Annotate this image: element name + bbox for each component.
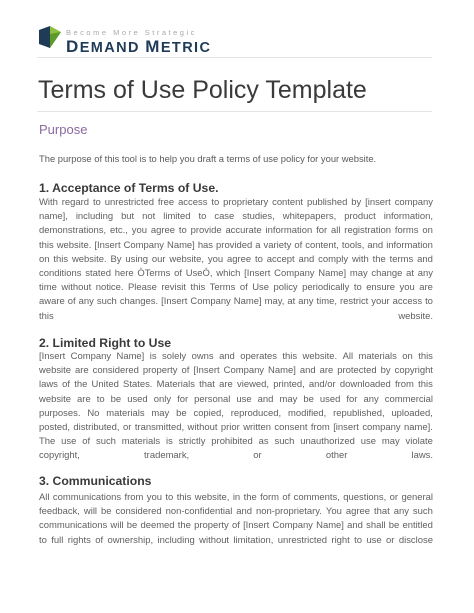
paragraph-line: copyright, trademark, or other laws.	[39, 450, 433, 462]
brand-emand: EMAND	[79, 40, 140, 56]
paragraph-line: website are considered property of [Insert Company Name] and are protected by copyright	[39, 365, 433, 377]
paragraph-line: this website.	[39, 310, 433, 322]
paragraph-line: With regard to unrestricted free access to proprietary content published by [insert company	[39, 197, 433, 208]
paragraph-line: communications will be deemed the property of [Insert Company Name] and shall be entitled	[39, 520, 433, 532]
paragraph-line: All communications from you to this website, in the form of comments, questions, or general	[39, 492, 433, 503]
paragraph-line: aware of any such changes. [Insert Company Name] may, at any time, restrict your access to	[39, 296, 433, 308]
paragraph-line: laws of the United States. Materials that are viewed, printed, and/or downloaded from this	[39, 379, 433, 391]
page-subtitle: Purpose	[39, 122, 88, 137]
intro-paragraph: The purpose of this tool is to help you draft a terms of use policy for your website.	[39, 153, 377, 164]
paragraph-line: posted, distributed, or transmitted, without prior written consent from [insert company name].	[39, 422, 433, 434]
logo-brand	[66, 37, 211, 57]
brand-initial-d: D	[66, 37, 80, 56]
page-title: Terms of Use Policy Template	[38, 76, 367, 104]
section-body	[39, 196, 433, 324]
brand-initial-m: M	[145, 37, 161, 56]
section-body	[39, 491, 433, 548]
paragraph-line: time without notice. Please revisit this Terms of Use policy periodically to ensure you are	[39, 282, 433, 294]
paragraph-line: on this website. By using our website, you agree to accept and comply with the terms and	[39, 253, 433, 265]
section-body	[39, 350, 433, 464]
header-divider	[37, 57, 432, 58]
paragraph-line: conditions stated here ÒTerms of UseÓ, which [Insert Company Name] may change at any	[39, 268, 433, 280]
brand-etric: ETRIC	[160, 40, 212, 56]
title-divider	[37, 111, 432, 112]
section-heading: 1. Acceptance of Terms of Use.	[39, 181, 219, 195]
section-heading: 2. Limited Right to Use	[39, 336, 172, 350]
section-heading: 3. Communications	[39, 474, 152, 488]
paragraph-line: name], including but not limited to case studies, whitepapers, product information,	[39, 211, 433, 223]
demand-metric-logo-icon	[37, 24, 63, 50]
logo-tagline: Become More Strategic	[66, 28, 197, 37]
logo	[37, 24, 237, 54]
paragraph-line: feedback, will be considered non-confidential and non-proprietary. You agree that any such	[39, 506, 433, 518]
paragraph-line: demonstrations, etc., you agree to provide accurate information for all registration forms on	[39, 225, 433, 237]
paragraph-line: this website. [Insert Company Name] has provided a variety of content, tools, and information	[39, 239, 433, 251]
paragraph-line: website are to be used only for personal use and may be used for any commercial	[39, 393, 433, 405]
paragraph-line: [Insert Company Name] is solely owns and operates this website. All materials on this	[39, 351, 433, 362]
paragraph-line: purposes. No materials may be copied, reproduced, modified, republished, uploaded,	[39, 407, 433, 419]
paragraph-line: to full rights of ownership, including without limitation, unrestricted right to use or disclose	[39, 534, 433, 546]
paragraph-line: The use of such materials is strictly prohibited as such unauthorized use may violate	[39, 436, 433, 448]
